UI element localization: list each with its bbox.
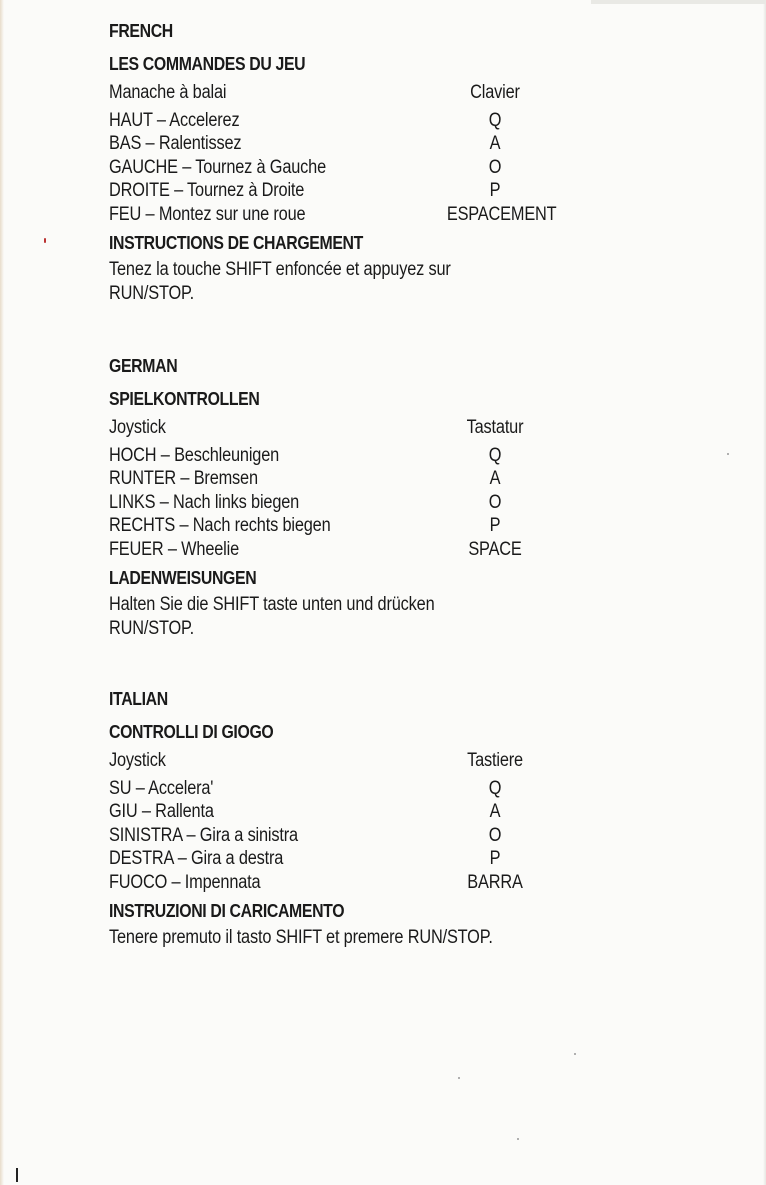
- controls-column-header: [109, 81, 569, 105]
- controls-column-header: [109, 416, 569, 440]
- loading-instructions: [109, 593, 556, 641]
- control-action: FUOCO – Impennata: [109, 871, 261, 893]
- control-row: [109, 800, 569, 824]
- loading-instructions: [109, 258, 556, 306]
- loading-heading: INSTRUCTIONS DE CHARGEMENT: [109, 233, 363, 253]
- control-row: [109, 538, 569, 562]
- control-key: BARRA: [467, 871, 523, 893]
- control-key: O: [488, 491, 502, 513]
- paper-edge-top: [591, 0, 766, 4]
- control-key: SPACE: [468, 538, 522, 560]
- control-row: [109, 156, 569, 180]
- print-speck: [574, 1053, 576, 1055]
- control-key: A: [489, 133, 501, 154]
- column-left-label: Joystick: [109, 417, 166, 438]
- language-title: GERMAN: [109, 356, 178, 376]
- control-action: FEU – Montez sur une roue: [109, 203, 306, 225]
- control-row: [109, 444, 569, 468]
- control-key: Q: [488, 109, 502, 131]
- loading-line: Tenez la touche SHIFT enfoncée et appuyez sur: [109, 259, 451, 280]
- control-action: RUNTER – Bremsen: [109, 468, 258, 489]
- loading-instructions: [109, 926, 556, 950]
- loading-line: RUN/STOP.: [109, 618, 195, 639]
- controls-heading: SPIELKONTROLLEN: [109, 389, 260, 409]
- crop-mark: [16, 1168, 18, 1182]
- column-right-label: Tastatur: [466, 417, 524, 438]
- control-action: SINISTRA – Gira a sinistra: [109, 824, 298, 846]
- loading-line: Tenere premuto il tasto SHIFT et premere RUN/STOP.: [109, 927, 493, 948]
- column-left-label: Manache à balai: [109, 82, 227, 103]
- control-row: [109, 847, 569, 871]
- print-speck: [727, 453, 729, 455]
- control-action: DROITE – Tournez à Droite: [109, 180, 305, 201]
- language-title: FRENCH: [109, 21, 173, 41]
- section-italian: [109, 688, 569, 950]
- controls-heading: CONTROLLI DI GIOGO: [109, 722, 274, 742]
- control-action: SU – Accelera': [109, 777, 214, 799]
- loading-heading: LADENWEISUNGEN: [109, 568, 257, 588]
- control-row: [109, 824, 569, 848]
- control-row: [109, 777, 569, 801]
- control-key: P: [489, 515, 501, 536]
- loading-line: Halten Sie die SHIFT taste unten und drücken: [109, 594, 435, 615]
- control-key: ESPACEMENT: [446, 203, 557, 225]
- loading-line: RUN/STOP.: [109, 283, 195, 304]
- loading-heading: INSTRUZIONI DI CARICAMENTO: [109, 901, 345, 921]
- control-action: HOCH – Beschleunigen: [109, 444, 280, 466]
- control-action: FEUER – Wheelie: [109, 538, 240, 560]
- print-speck: [44, 238, 46, 243]
- control-key: Q: [488, 444, 502, 466]
- section-german: [109, 355, 569, 641]
- control-row: [109, 491, 569, 515]
- column-right-label: Clavier: [470, 82, 520, 103]
- control-row: [109, 109, 569, 133]
- control-action: BAS – Ralentissez: [109, 133, 242, 154]
- control-action: RECHTS – Nach rechts biegen: [109, 515, 331, 536]
- column-left-label: Joystick: [109, 750, 166, 771]
- control-row: [109, 179, 569, 203]
- control-row: [109, 871, 569, 895]
- control-action: HAUT – Accelerez: [109, 109, 240, 131]
- print-speck: [517, 1138, 519, 1140]
- control-key: O: [488, 824, 502, 846]
- control-row: [109, 132, 569, 156]
- control-action: LINKS – Nach links biegen: [109, 491, 300, 513]
- control-key: P: [489, 848, 501, 869]
- control-key: P: [489, 180, 501, 201]
- controls-column-header: [109, 749, 569, 773]
- control-row: [109, 467, 569, 491]
- control-key: Q: [488, 777, 502, 799]
- control-key: O: [488, 156, 502, 178]
- control-action: GAUCHE – Tournez à Gauche: [109, 156, 327, 178]
- control-action: GIU – Rallenta: [109, 801, 214, 822]
- controls-heading: LES COMMANDES DU JEU: [109, 54, 306, 74]
- control-key: A: [489, 468, 501, 489]
- language-title: ITALIAN: [109, 689, 168, 709]
- section-french: [109, 20, 569, 306]
- print-speck: [458, 1077, 460, 1079]
- control-action: DESTRA – Gira a destra: [109, 848, 284, 869]
- control-key: A: [489, 801, 501, 822]
- control-row: [109, 203, 569, 227]
- column-right-label: Tastiere: [467, 750, 523, 771]
- paper-edge-left: [0, 0, 4, 1185]
- control-row: [109, 514, 569, 538]
